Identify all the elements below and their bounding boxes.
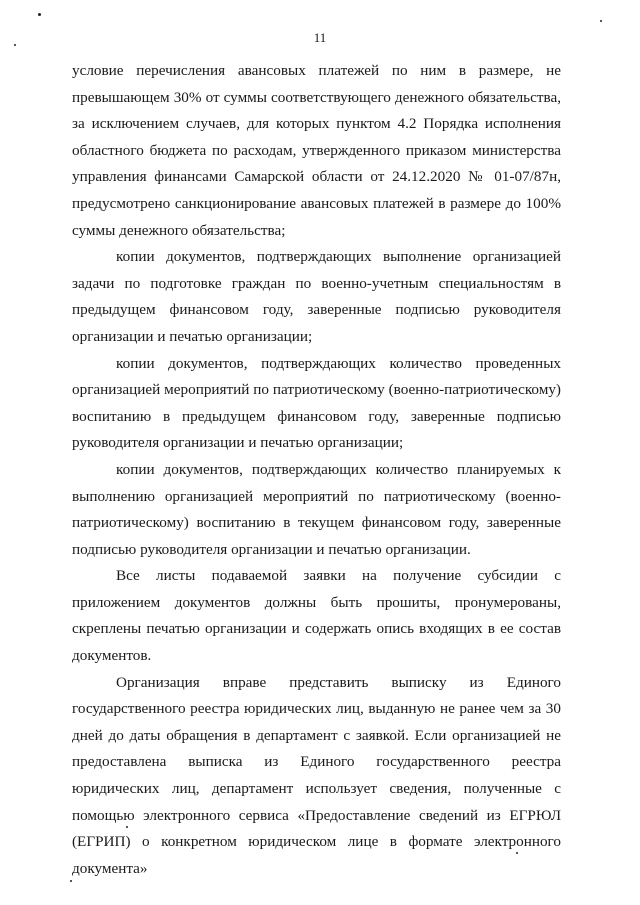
scan-speck bbox=[14, 44, 16, 46]
paragraph-training-documents: копии документов, подтверждающих выполнение организацией задачи по подготовке граждан по военно-учетным специальностям в предыдущем финансовом году, заверенные подписью руководителя организации и печатью организации; bbox=[72, 248, 561, 345]
paragraph-advance-payment-condition: условие перечисления авансовых платежей по ним в размере, не превышающем 30% от суммы соответствующего денежного обязательства, за исключением случаев, для которых пунктом 4.2 Порядка исполнения областного бюджета по расходам, утвержденного приказом министерства управления финансами Самарской области от 24.12.2020 № 01-07/87н, предусмотрено санкционирование авансовых платежей в размере до 100% суммы денежного обязательства; bbox=[72, 62, 561, 239]
page-number: 11 bbox=[313, 30, 327, 45]
paragraph-registry-extract: Организация вправе представить выписку из Единого государственного реестра юридических лиц, выданную не ранее чем за 30 дней до даты обращения в департамент с заявкой. Если организацией не предоставлена выписка из Единого государственного реестра юридических лиц, департамент использует сведения, полученные с помощью электронного сервиса «Предоставление сведений из ЕГРЮЛ (ЕГРИП) о конкретном юридическом лице в формате электронного документа» bbox=[72, 673, 561, 877]
scan-speck bbox=[516, 852, 518, 854]
scan-speck bbox=[70, 880, 72, 882]
scan-speck bbox=[126, 826, 128, 828]
paragraph-planned-events-documents: копии документов, подтверждающих количество планируемых к выполнению организацией мероприятий по патриотическому (военно-патриотическому) воспитанию в текущем финансовом году, заверенные подписью руководителя организации и печатью организации. bbox=[72, 460, 561, 558]
scan-speck bbox=[38, 13, 41, 16]
page-body bbox=[72, 58, 561, 882]
paragraph-past-events-documents: копии документов, подтверждающих количество проведенных организацией мероприятий по патриотическому (военно-патриотическому) воспитанию в предыдущем финансовом году, заверенные подписью руководителя организации и печатью организации; bbox=[72, 354, 561, 452]
paragraph-application-binding: Все листы подаваемой заявки на получение субсидии с приложением документов должны быть прошиты, пронумерованы, скреплены печатью организации и содержать опись входящих в ее состав документов. bbox=[72, 567, 561, 665]
scan-speck bbox=[600, 20, 602, 22]
